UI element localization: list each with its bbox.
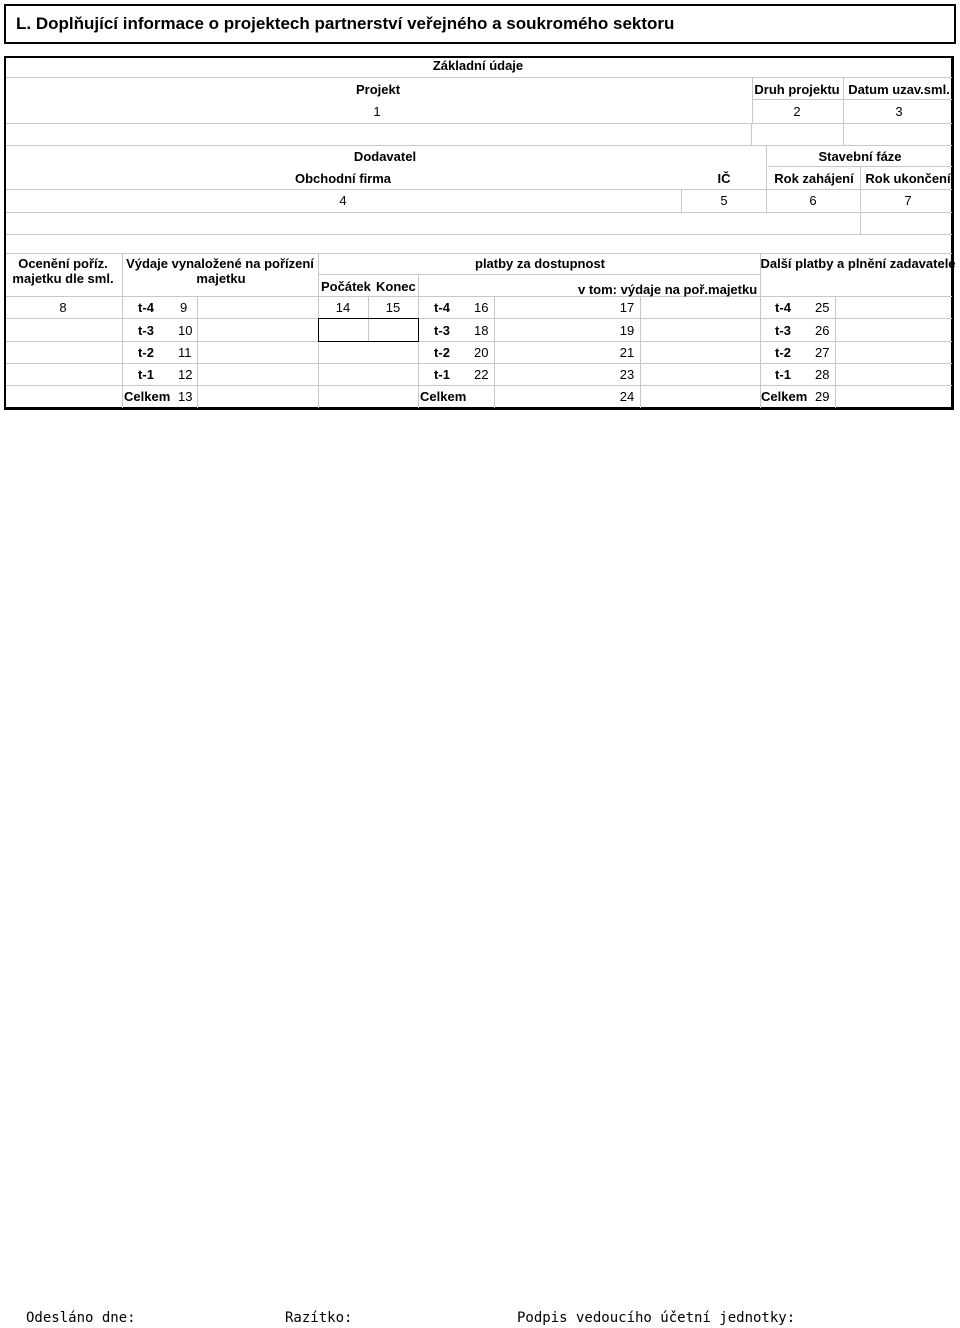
basic-data-heading: Základní údaje: [432, 58, 524, 73]
total-label: Celkem: [761, 389, 808, 404]
project-header: Projekt: [355, 82, 401, 97]
row-num: 28: [815, 367, 830, 382]
supplier-heading: Dodavatel: [353, 149, 417, 164]
row-num: 12: [178, 367, 193, 382]
col-num-4: 4: [339, 193, 347, 208]
section-title: L. Doplňující informace o projektech partnerství veřejného a soukromého sektoru: [16, 14, 675, 33]
col-num-15: 15: [385, 300, 401, 315]
total-label: Celkem: [420, 389, 467, 404]
expenses-header-line2: majetku: [196, 271, 246, 286]
signature-label: Podpis vedoucího účetní jednotky:: [517, 1310, 796, 1326]
row-label: t-4: [138, 300, 154, 315]
of-which-header: v tom: výdaje na poř.majetku: [578, 282, 758, 297]
row-num: 16: [474, 300, 489, 315]
col-num-3: 3: [895, 104, 903, 119]
valuation-header-line1: Ocenění poříz.: [18, 256, 108, 271]
row-num: 24: [619, 389, 635, 404]
row-num: 10: [178, 323, 193, 338]
contract-date-header: Datum uzav.sml.: [848, 82, 950, 97]
total-label: Celkem: [124, 389, 171, 404]
start-year-header: Rok zahájení: [774, 171, 854, 186]
col-num-6: 6: [809, 193, 817, 208]
end-header: Konec: [376, 279, 416, 294]
row-num: 26: [815, 323, 830, 338]
ico-header: IČ: [717, 171, 731, 186]
start-header: Počátek: [321, 279, 371, 294]
row-label: t-1: [138, 367, 154, 382]
col-num-1: 1: [373, 104, 381, 119]
row-label: t-2: [434, 345, 450, 360]
row-num: 22: [474, 367, 489, 382]
row-num: 18: [474, 323, 489, 338]
row-label: t-2: [775, 345, 791, 360]
col-num-7: 7: [904, 193, 912, 208]
row-num: 29: [815, 389, 830, 404]
row-label: t-2: [138, 345, 154, 360]
row-label: t-1: [775, 367, 791, 382]
row-label: t-3: [434, 323, 450, 338]
row-num: 25: [815, 300, 830, 315]
project-type-header: Druh projektu: [754, 82, 840, 97]
expenses-header-line1: Výdaje vynaložené na pořízení: [126, 256, 314, 271]
row-num: 27: [815, 345, 830, 360]
row-num: 17: [619, 300, 635, 315]
row-num: 9: [180, 300, 188, 315]
stamp-label: Razítko:: [285, 1310, 353, 1326]
col-num-5: 5: [720, 193, 728, 208]
section-title-box: [4, 4, 956, 44]
row-label: t-3: [138, 323, 154, 338]
row-num: 11: [178, 345, 192, 360]
construction-phase-header: Stavební fáze: [818, 149, 902, 164]
row-num: 20: [474, 345, 489, 360]
company-name-header: Obchodní firma: [294, 171, 392, 186]
sent-date-label: Odesláno dne:: [26, 1310, 136, 1326]
end-year-header: Rok ukončení: [865, 171, 951, 186]
row-num: 21: [619, 345, 635, 360]
row-num: 19: [619, 323, 635, 338]
other-payments-header: Další platby a plnění zadavatele: [760, 256, 956, 271]
row-label: t-1: [434, 367, 450, 382]
row-num: 23: [619, 367, 635, 382]
col-num-2: 2: [793, 104, 801, 119]
col-num-14: 14: [335, 300, 351, 315]
row-num: 13: [178, 389, 193, 404]
row-label: t-4: [434, 300, 450, 315]
col-num-8: 8: [59, 300, 67, 315]
valuation-header-line2: majetku dle sml.: [12, 271, 114, 286]
availability-payments-header: platby za dostupnost: [475, 256, 605, 271]
row-label: t-4: [775, 300, 791, 315]
row-label: t-3: [775, 323, 791, 338]
